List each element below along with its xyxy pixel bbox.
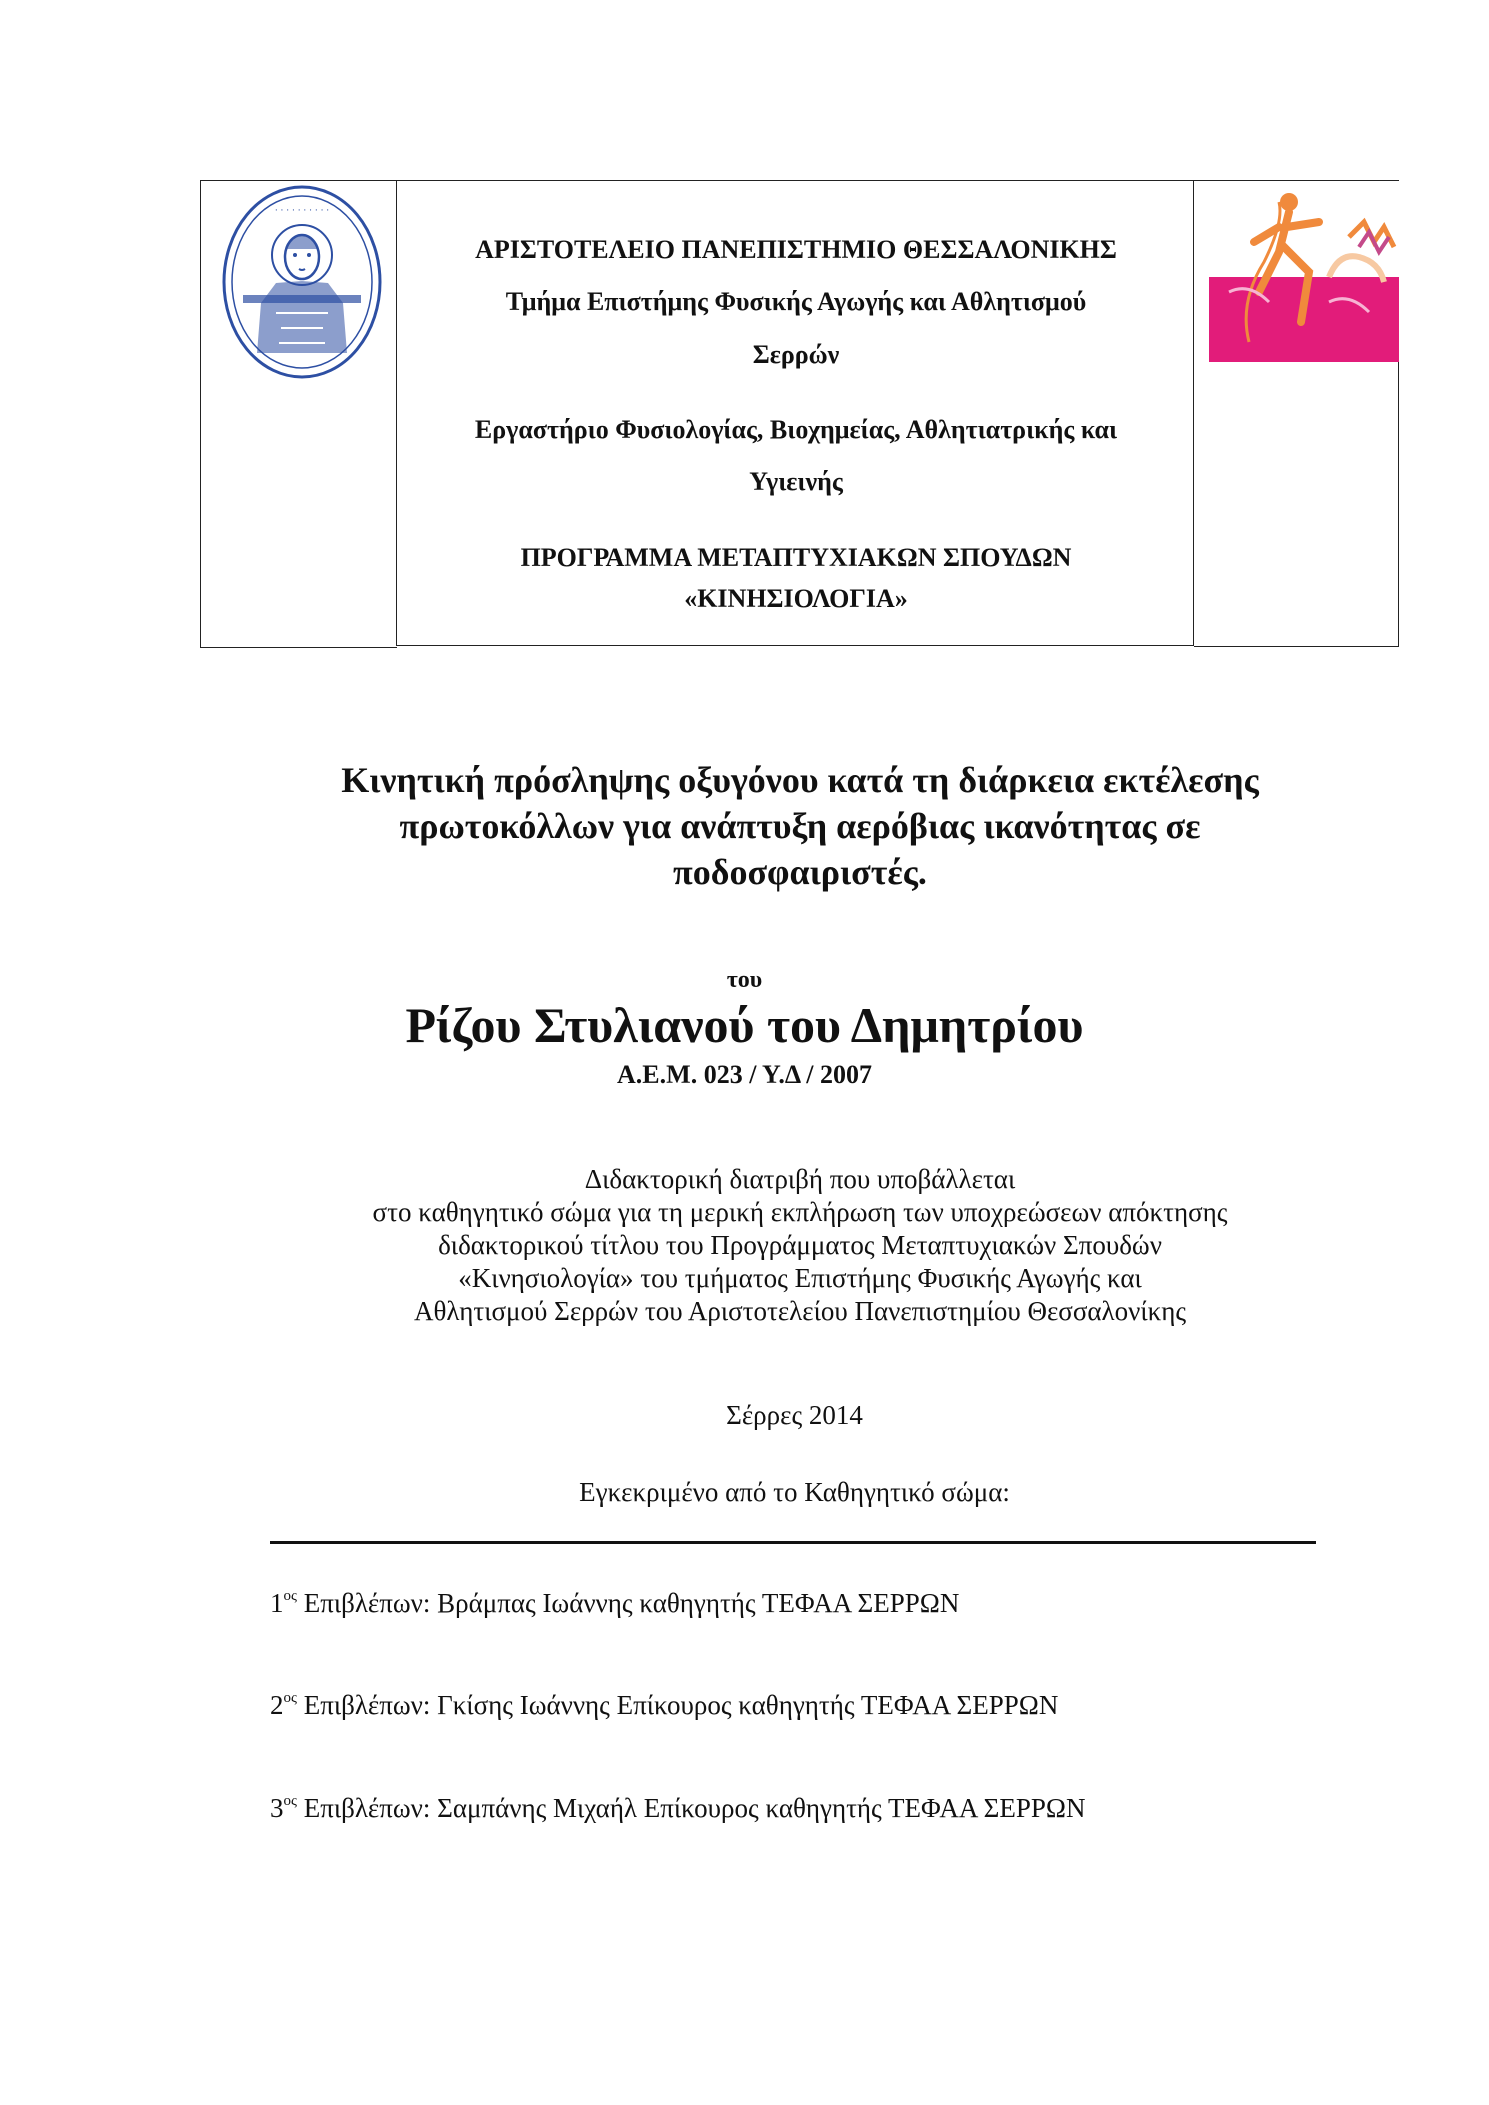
description-line: διδακτορικού τίτλου του Προγράμματος Μεταπτυχιακών Σπουδών [438,1230,1162,1260]
svg-text:· · · · · · · · · ·: · · · · · · · · · · [274,206,330,216]
department-line-1: Τμήμα Επιστήμης Φυσικής Αγωγής και Αθλητισμού [505,287,1087,316]
header-left-cell [200,180,397,648]
supervisor-text: Επιβλέπων: Γκίσης Ιωάννης Επίκουρος καθηγητής ΤΕΦΑΑ ΣΕΡΡΩΝ [296,1690,1059,1720]
supervisor-number: 2 [270,1690,284,1720]
divider-rule [270,1541,1316,1544]
author-aem: Α.Ε.Μ. 023 / Υ.Δ / 2007 [617,1060,872,1089]
thesis-title [200,757,1400,895]
lab-line-1: Εργαστήριο Φυσιολογίας, Βιοχημείας, Αθλητιατρικής και [474,415,1118,444]
lab-line-2: Υγιεινής [749,467,843,496]
supervisor-number: 1 [270,1588,284,1618]
supervisor-ordinal: ος [283,1690,297,1706]
header-right-border [1398,362,1399,647]
place-year: Σέρρες 2014 [726,1400,863,1430]
header-middle-cell [396,180,1194,646]
description-line: Αθλητισμού Σερρών του Αριστοτελείου Πανεπιστημίου Θεσσαλονίκης [413,1296,1187,1326]
supervisor-1 [270,1588,959,1619]
supervisor-number: 3 [270,1793,284,1823]
program-line-1: ΠΡΟΓΡΑΜΜΑ ΜΕΤΑΠΤΥΧΙΑΚΩΝ ΣΠΟΥΔΩΝ [520,543,1072,572]
description-line: Διδακτορική διατριβή που υποβάλλεται [584,1164,1016,1194]
program-line-2: «ΚΙΝΗΣΙΟΛΟΓΙΑ» [684,584,908,613]
university-seal-logo [221,183,383,381]
supervisor-2 [270,1690,1058,1721]
author-name: Ρίζου Στυλιανού του Δημητρίου [405,997,1084,1053]
description-line: «Κινησιολογία» του τμήματος Επιστήμης Φυσικής Αγωγής και [458,1263,1142,1293]
author-prefix: του [726,967,763,993]
supervisor-text: Επιβλέπων: Σαμπάνης Μιχαήλ Επίκουρος καθηγητής ΤΕΦΑΑ ΣΕΡΡΩΝ [296,1793,1086,1823]
university-name: ΑΡΙΣΤΟΤΕΛΕΙΟ ΠΑΝΕΠΙΣΤΗΜΙΟ ΘΕΣΣΑΛΟΝΙΚΗΣ [475,235,1117,264]
supervisor-3 [270,1793,1086,1824]
header-right-cell [1194,180,1399,647]
title-line-3: ποδοσφαιριστές. [673,852,927,892]
title-line-2: πρωτοκόλλων για ανάπτυξη αερόβιας ικανότητας σε [399,806,1201,846]
description-line: στο καθηγητικό σώμα για τη μερική εκπλήρωση των υποχρεώσεων απόκτησης [372,1197,1228,1227]
approved-by-label: Εγκεκριμένο από το Καθηγητικό σώμα: [579,1477,1010,1507]
header-table [200,180,1400,648]
supervisor-text: Επιβλέπων: Βράμπας Ιωάννης καθηγητής ΤΕΦΑΑ ΣΕΡΡΩΝ [296,1588,960,1618]
department-sport-logo [1209,182,1399,362]
department-line-2: Σερρών [752,340,840,369]
supervisor-ordinal: ος [283,1793,297,1809]
supervisor-ordinal: ος [283,1588,297,1604]
thesis-description [200,1163,1400,1328]
title-line-1: Κινητική πρόσληψης οξυγόνου κατά τη διάρκεια εκτέλεσης [341,760,1259,800]
